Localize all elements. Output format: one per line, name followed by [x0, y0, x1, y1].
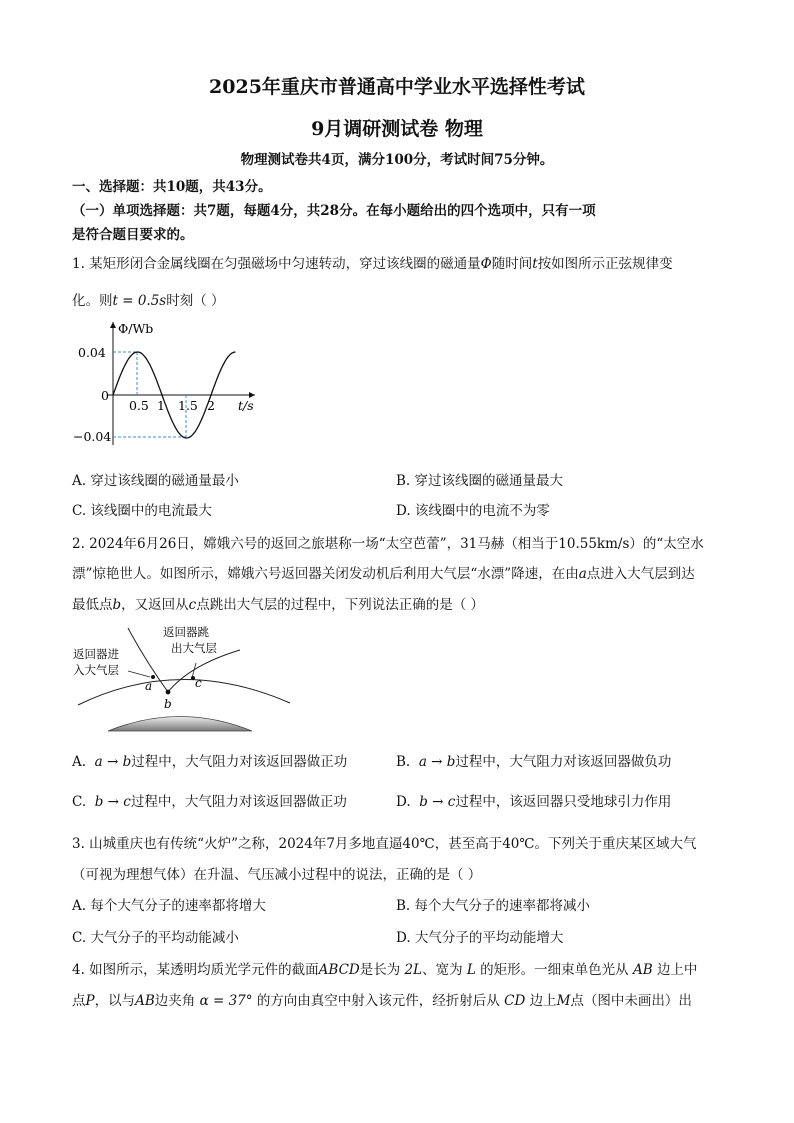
q2-point-b: b [112, 597, 122, 613]
q1-option-a[interactable]: A. 穿过该线圈的磁通量最小 [72, 473, 239, 489]
option-text: 过程中，大气阻力对该返回器做负功 [455, 754, 672, 770]
q1-time-expression: t = 0.5s [112, 293, 167, 309]
q4-text: 边上 [529, 993, 557, 1009]
q1-option-b[interactable]: B. 穿过该线圈的磁通量最大 [396, 473, 564, 489]
earth-shape [108, 717, 252, 732]
q2-option-b[interactable] [396, 750, 671, 770]
q2-text: 点跳出大气层的过程中，下列说法正确的是（ ） [196, 597, 485, 613]
q2-option-d[interactable] [396, 790, 671, 810]
q3-option-d[interactable]: D. 大气分子的平均动能增大 [396, 930, 564, 946]
label-enter-line1: 返回器进 [73, 647, 119, 661]
q2-stem-line2 [72, 562, 695, 582]
q4-width: L [466, 962, 476, 978]
q1-text: 1. 某矩形闭合金属线圈在匀强磁场中匀速转动，穿过该线圈的磁通量 [72, 256, 481, 272]
option-text: 过程中，该返回器只受地球引力作用 [455, 794, 672, 810]
label-point-c: c [195, 676, 202, 690]
q2-stem-line3 [72, 593, 484, 613]
q4-text: 4. 如图所示，某透明均质光学元件的截面 [72, 962, 319, 978]
y-tick-zero: 0 [101, 388, 109, 403]
q4-text: 边夹角 [154, 993, 196, 1009]
q4-abcd: ABCD [318, 962, 360, 978]
q4-cd: CD [504, 993, 526, 1009]
option-path: a → b [94, 754, 132, 770]
q2-text: 点进入大气层到达 [586, 566, 695, 582]
label-point-a: a [145, 679, 153, 693]
q2-option-c[interactable] [72, 790, 347, 810]
q4-text: 边上中 [656, 962, 698, 978]
q2-text: 最低点 [72, 597, 113, 613]
q4-length: 2L [404, 962, 423, 978]
q1-t-symbol: t [532, 256, 538, 272]
q2-text: ，又返回从 [121, 597, 189, 613]
q2-point-a: a [578, 566, 587, 582]
q4-text: 点 [72, 993, 86, 1009]
q1-flux-graph [70, 318, 270, 448]
q2-skip-reentry-diagram [70, 620, 310, 740]
q2-point-c: c [188, 597, 197, 613]
q1-text: 时刻（ ） [166, 293, 225, 309]
sub-section-heading-line2: 是符合题目要求的。 [72, 227, 194, 243]
option-text: 过程中，大气阻力对该返回器做正功 [130, 794, 347, 810]
option-path: b → c [94, 794, 131, 810]
y-tick-bottom: −0.04 [73, 429, 112, 444]
option-letter: C. [72, 794, 87, 810]
sub-section-heading-line1: （一）单项选择题：共7题，每题4分，共28分。在每小题给出的四个选项中，只有一项 [72, 203, 596, 219]
label-exit-line1: 返回器跳 [163, 625, 209, 639]
x-tick-label: 1 [157, 398, 165, 413]
trajectory-out [168, 650, 240, 692]
option-path: a → b [418, 754, 456, 770]
q3-stem-line2: （可视为理想气体）在升温、气压减小过程中的说法，正确的是（ ） [72, 867, 482, 883]
q2-stem-line1: 2. 2024年6月26日，嫦娥六号的返回之旅堪称一场“太空芭蕾”，31马赫（相当于10.55km/s）的“太空水 [72, 536, 704, 552]
exam-note: 物理测试卷共4页，满分100分，考试时间75分钟。 [240, 152, 554, 168]
x-axis-label: t/s [238, 398, 254, 413]
x-tick-label: 0.5 [129, 398, 149, 413]
q4-text: 的矩形。一细束单色光从 [480, 962, 629, 978]
q4-text: ，以与 [94, 993, 136, 1009]
q1-text: 随时间 [491, 256, 533, 272]
label-point-b: b [164, 697, 172, 711]
q4-stem-line2 [72, 989, 692, 1009]
q1-stem-line1 [72, 252, 673, 272]
y-tick-top: 0.04 [78, 345, 106, 360]
q1-stem-line2 [72, 289, 225, 309]
exam-subtitle: 9月调研测试卷 物理 [311, 118, 483, 140]
q2-option-a[interactable] [72, 750, 347, 770]
q1-text: 化。则 [72, 293, 113, 309]
option-path: b → c [419, 794, 456, 810]
leader-enter [128, 671, 150, 677]
q1-phi-symbol: Φ [480, 256, 492, 272]
exam-title: 2025年重庆市普通高中学业水平选择性考试 [209, 76, 585, 98]
atmosphere-boundary [78, 679, 290, 705]
q3-option-c[interactable]: C. 大气分子的平均动能减小 [72, 930, 239, 946]
q1-option-c[interactable]: C. 该线圈中的电流最大 [72, 503, 212, 519]
point-b-dot [166, 690, 171, 695]
x-tick-label: 2 [207, 398, 215, 413]
q4-text: 的方向由真空中射入该元件，经折射后从 [256, 993, 500, 1009]
x-tick-label: 1.5 [178, 398, 198, 413]
q4-ab: AB [632, 962, 653, 978]
section-heading: 一、选择题：共10题，共43分。 [72, 179, 272, 195]
q4-stem-line1 [72, 958, 697, 978]
q3-option-b[interactable]: B. 每个大气分子的速率都将减小 [396, 898, 591, 914]
q4-angle: α = 37° [199, 993, 253, 1009]
q1-text: 按如图所示正弦规律变 [537, 256, 673, 272]
label-exit-line2: 出大气层 [171, 641, 217, 655]
q1-option-d[interactable]: D. 该线圈中的电流不为零 [396, 503, 550, 519]
q4-point-p: P [85, 993, 95, 1009]
q3-option-a[interactable]: A. 每个大气分子的速率都将增大 [72, 898, 266, 914]
q3-stem-line1: 3. 山城重庆也有传统“火炉”之称，2024年7月多地直逼40℃，甚至高于40℃。下列关于重庆某区域大气 [72, 836, 697, 852]
option-letter: D. [396, 794, 411, 810]
q4-text: 点（图中未画出）出 [570, 993, 692, 1009]
q4-text: 是长为 [359, 962, 401, 978]
q2-text: 漂”惊艳世人。如图所示，嫦娥六号返回器关闭发动机后利用大气层“水漂”降速，在由 [72, 566, 579, 582]
q4-text: 、宽为 [422, 962, 463, 978]
option-text: 过程中，大气阻力对该返回器做正功 [131, 754, 348, 770]
y-axis-label: Φ/Wb [118, 321, 154, 336]
option-letter: A. [72, 754, 87, 770]
label-enter-line2: 入大气层 [73, 663, 119, 677]
option-letter: B. [396, 754, 411, 770]
q4-ab: AB [135, 993, 155, 1009]
q4-point-m: M [556, 993, 571, 1009]
